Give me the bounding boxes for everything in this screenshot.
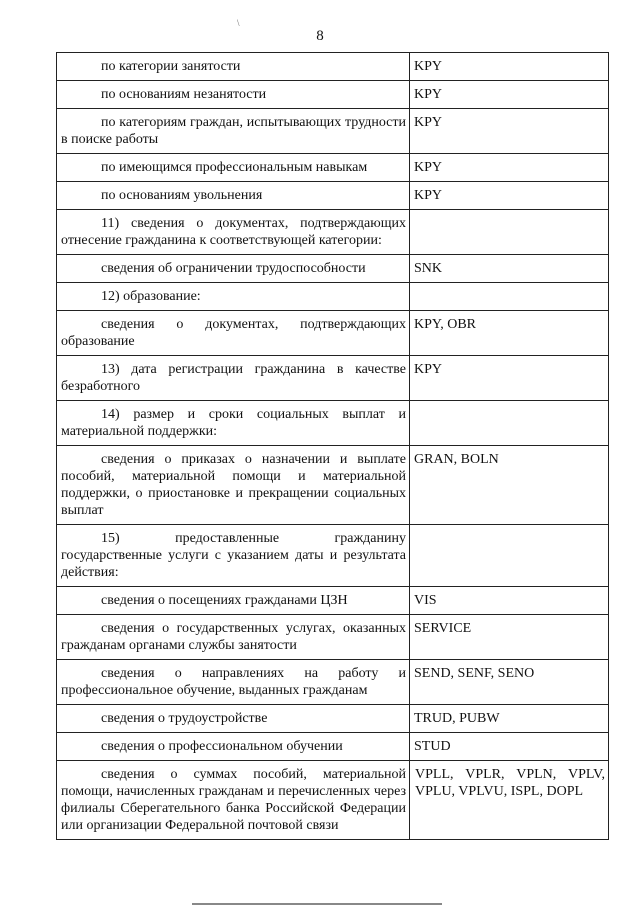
row-description-text: по основаниям увольнения (101, 188, 263, 203)
table-row (57, 255, 609, 283)
row-description (57, 705, 410, 733)
row-source-codes: KPY (410, 182, 609, 210)
row-source-codes: KPY (410, 53, 609, 81)
row-description (57, 81, 410, 109)
table-row (57, 761, 609, 840)
row-description-text: сведения о направлениях на работу и профессиональное обучение, выданных гражданам (61, 666, 406, 698)
row-description (57, 53, 410, 81)
table-row (57, 356, 609, 401)
row-description (57, 356, 410, 401)
row-description-text: по категориям граждан, испытывающих трудности в поиске работы (61, 115, 406, 147)
row-source-codes (410, 283, 609, 311)
row-description (57, 283, 410, 311)
row-description-text: по категории занятости (101, 59, 241, 74)
row-description (57, 255, 410, 283)
table-row (57, 660, 609, 705)
scan-mark: \ (237, 18, 240, 28)
table-row (57, 615, 609, 660)
table-row (57, 311, 609, 356)
table-row (57, 81, 609, 109)
row-source-codes (410, 210, 609, 255)
row-source-codes: VPLL, VPLR, VPLN, VPLV, VPLU, VPLVU, ISPL, DOPL (410, 761, 609, 840)
row-description (57, 587, 410, 615)
row-description (57, 733, 410, 761)
row-description (57, 109, 410, 154)
row-description (57, 210, 410, 255)
row-description-text: сведения о суммах пособий, материальной помощи, начисленных гражданам и перечисленных через филиалы Сберегательного банка Российской Федерации или организации Федеральной почтовой связи (61, 767, 406, 833)
row-description (57, 615, 410, 660)
table-row (57, 109, 609, 154)
row-description-text: сведения о трудоустройстве (101, 711, 268, 726)
table-row (57, 401, 609, 446)
row-description (57, 182, 410, 210)
row-description-text: 13) дата регистрации гражданина в качестве безработного (61, 362, 406, 394)
row-description (57, 401, 410, 446)
table-row (57, 587, 609, 615)
row-source-codes: TRUD, PUBW (410, 705, 609, 733)
row-description (57, 660, 410, 705)
row-source-codes: SNK (410, 255, 609, 283)
row-source-codes: KPY (410, 154, 609, 182)
row-source-codes (410, 525, 609, 587)
row-description-text: 12) образование: (101, 289, 201, 304)
row-source-codes (410, 401, 609, 446)
row-description (57, 311, 410, 356)
row-source-codes: VIS (410, 587, 609, 615)
page-number: 8 (316, 28, 324, 44)
data-sources-table (56, 52, 609, 840)
table-row (57, 53, 609, 81)
row-description-text: 11) сведения о документах, подтверждающих отнесение гражданина к соответствующей категории: (61, 216, 406, 248)
row-description-text: по имеющимся профессиональным навыкам (101, 160, 368, 175)
table-row (57, 446, 609, 525)
row-source-codes: SEND, SENF, SENO (410, 660, 609, 705)
row-description (57, 525, 410, 587)
row-source-codes: KPY (410, 81, 609, 109)
row-description-text: сведения о государственных услугах, оказанных гражданам органами службы занятости (61, 621, 406, 653)
table-row (57, 733, 609, 761)
table-row (57, 525, 609, 587)
table-row (57, 154, 609, 182)
row-source-codes: STUD (410, 733, 609, 761)
row-description-text: 15) предоставленные гражданину государственные услуги с указанием даты и результата действия: (61, 531, 406, 580)
row-description-text: сведения о приказах о назначении и выплате пособий, материальной помощи и материальной поддержки, о приостановке и прекращении социальных выплат (61, 452, 406, 518)
row-source-codes: KPY (410, 109, 609, 154)
row-description (57, 446, 410, 525)
row-source-codes: GRAN, BOLN (410, 446, 609, 525)
row-description-text: сведения о посещениях гражданами ЦЗН (101, 593, 348, 608)
row-description-text: 14) размер и сроки социальных выплат и материальной поддержки: (61, 407, 406, 439)
row-description-text: сведения об ограничении трудоспособности (101, 261, 366, 276)
table-row (57, 705, 609, 733)
row-source-codes: KPY, OBR (410, 311, 609, 356)
row-description-text: сведения о документах, подтверждающих образование (61, 317, 406, 349)
row-description (57, 154, 410, 182)
row-description-text: по основаниям незанятости (101, 87, 267, 102)
row-source-codes: SERVICE (410, 615, 609, 660)
row-description-text: сведения о профессиональном обучении (101, 739, 343, 754)
table-row (57, 210, 609, 255)
table-row (57, 283, 609, 311)
table-row (57, 182, 609, 210)
row-description (57, 761, 410, 840)
row-source-codes: KPY (410, 356, 609, 401)
